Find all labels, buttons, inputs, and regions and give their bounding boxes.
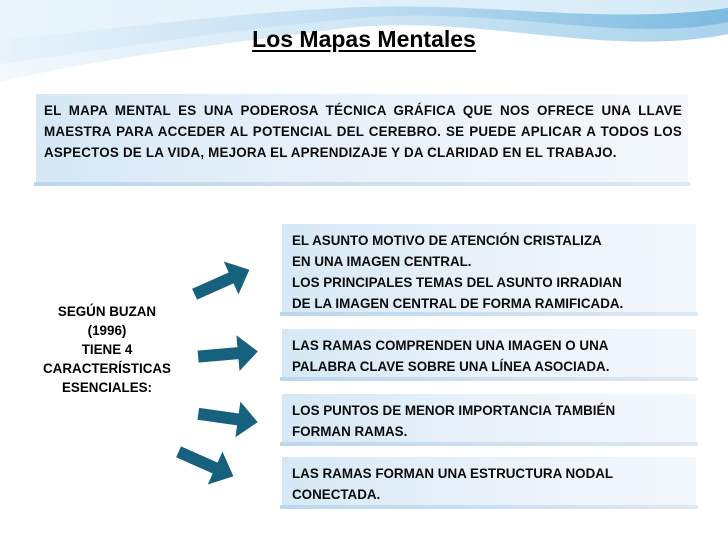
feature-line: LOS PRINCIPALES TEMAS DEL ASUNTO IRRADIAN — [292, 275, 622, 290]
page-title: Los Mapas Mentales — [252, 26, 476, 52]
feature-line: EL ASUNTO MOTIVO DE ATENCIÓN CRISTALIZA — [292, 233, 602, 248]
feature-box-minor-points — [282, 394, 696, 442]
feature-line: LAS RAMAS FORMAN UNA ESTRUCTURA NODAL — [292, 466, 614, 481]
arrow-icon — [184, 249, 260, 315]
feature-line: FORMAN RAMAS. — [292, 424, 408, 439]
buzan-line: ESENCIALES: — [61, 380, 153, 395]
arrow-icon — [194, 329, 262, 378]
intro-text-box: EL MAPA MENTAL ES UNA PODEROSA TÉCNICA GRÁFICA QUE NOS OFRECE UNA LLAVE MAESTRA PARA ACCEDER AL POTENCIAL DEL CEREBRO. SE PUEDE APLICAR A TODOS LOS ASPECTOS DE LA VIDA, MEJORA EL APRENDIZAJE Y DA CLARIDAD EN EL TRABAJO. — [36, 94, 688, 182]
feature-line: EN UNA IMAGEN CENTRAL. — [292, 254, 472, 269]
feature-line: LOS PUNTOS DE MENOR IMPORTANCIA TAMBIÉN — [292, 403, 616, 418]
feature-box-branches-keyword — [282, 329, 696, 377]
feature-box-central-image — [282, 224, 696, 312]
buzan-line: SEGÚN BUZAN — [57, 304, 157, 319]
feature-line: LAS RAMAS COMPRENDEN UNA IMAGEN O UNA — [292, 338, 609, 353]
feature-line: PALABRA CLAVE SOBRE UNA LÍNEA ASOCIADA. — [292, 359, 610, 374]
feature-box-nodal-structure — [282, 457, 696, 505]
buzan-label — [22, 302, 192, 397]
arrow-icon — [193, 392, 263, 444]
buzan-line: CARACTERÍSTICAS — [43, 361, 171, 376]
feature-line: DE LA IMAGEN CENTRAL DE FORMA RAMIFICADA. — [292, 296, 624, 311]
buzan-line: (1996) — [87, 323, 127, 338]
feature-line: CONECTADA. — [292, 487, 381, 502]
buzan-line: TIENE 4 — [81, 342, 133, 357]
